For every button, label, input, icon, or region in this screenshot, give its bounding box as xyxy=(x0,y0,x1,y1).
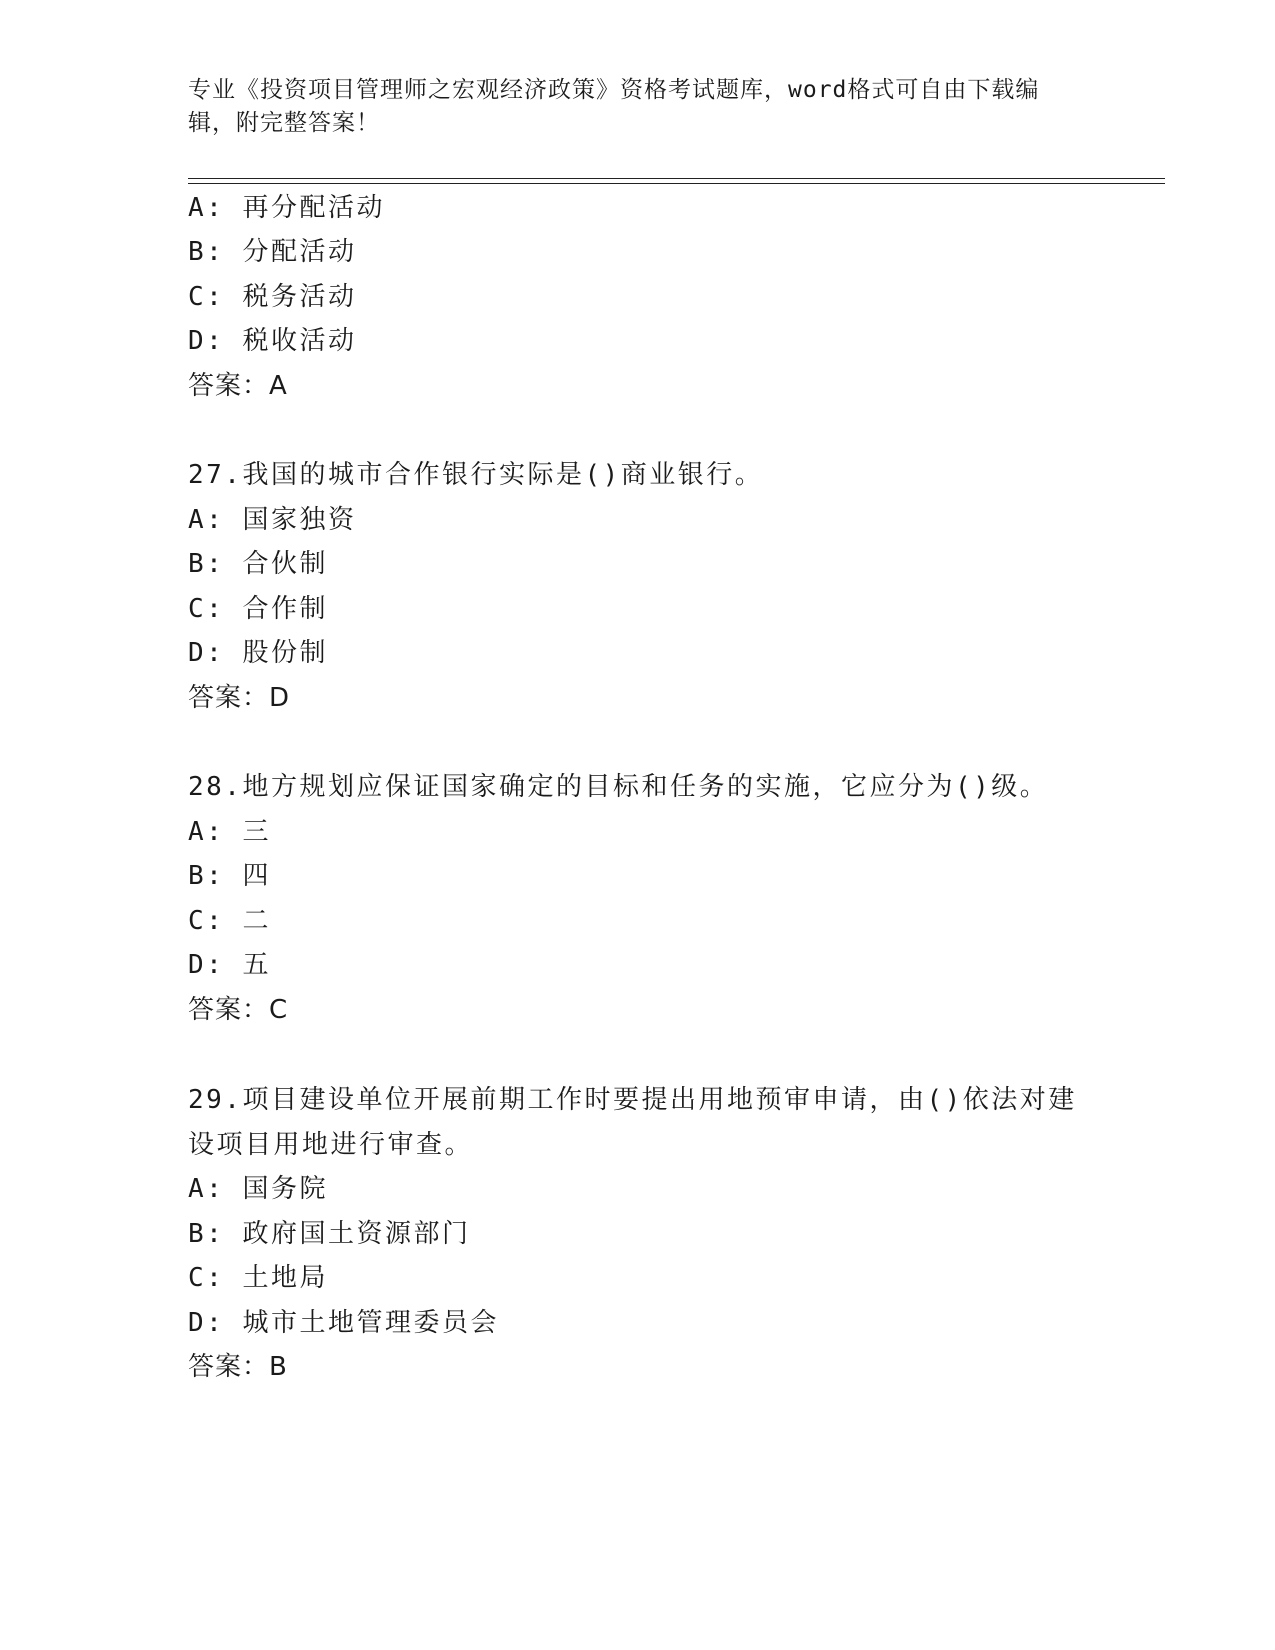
q27-option-b: B: 合伙制 xyxy=(188,549,328,579)
q28-answer: 答案：C xyxy=(188,995,289,1025)
q27-answer: 答案：D xyxy=(188,683,291,713)
q27-option-c: C: 合作制 xyxy=(188,594,328,624)
q27-question: 27.我国的城市合作银行实际是()商业银行。 xyxy=(188,460,764,490)
q26-answer: 答案：A xyxy=(188,371,288,401)
q29-option-a: A: 国务院 xyxy=(188,1174,328,1204)
q29-answer: 答案：B xyxy=(188,1352,288,1382)
q29-option-c: C: 土地局 xyxy=(188,1263,328,1293)
q28-option-a: A: 三 xyxy=(188,817,271,847)
q26-option-d: D: 税收活动 xyxy=(188,326,357,356)
q28-question: 28.地方规划应保证国家确定的目标和任务的实施，它应分为()级。 xyxy=(188,772,1049,802)
q27-option-a: A: 国家独资 xyxy=(188,505,357,535)
header-rule-top xyxy=(188,178,1165,179)
q29-option-d: D: 城市土地管理委员会 xyxy=(188,1308,499,1338)
q29-question: 29.项目建设单位开展前期工作时要提出用地预审申请，由()依法对建设项目用地进行审查。 xyxy=(188,1085,1077,1160)
q28-option-b: B: 四 xyxy=(188,861,271,891)
q28-option-d: D: 五 xyxy=(188,950,271,980)
header-rule-bottom xyxy=(188,183,1165,184)
q26-option-c: C: 税务活动 xyxy=(188,282,357,312)
q26-option-b: B: 分配活动 xyxy=(188,237,357,267)
q26-option-a: A: 再分配活动 xyxy=(188,193,385,223)
q27-option-d: D: 股份制 xyxy=(188,638,328,668)
q29-option-b: B: 政府国土资源部门 xyxy=(188,1219,471,1249)
page-header-text: 专业《投资项目管理师之宏观经济政策》资格考试题库，word格式可自由下载编辑，附完整答案！ xyxy=(188,77,1040,136)
q28-option-c: C: 二 xyxy=(188,906,271,936)
